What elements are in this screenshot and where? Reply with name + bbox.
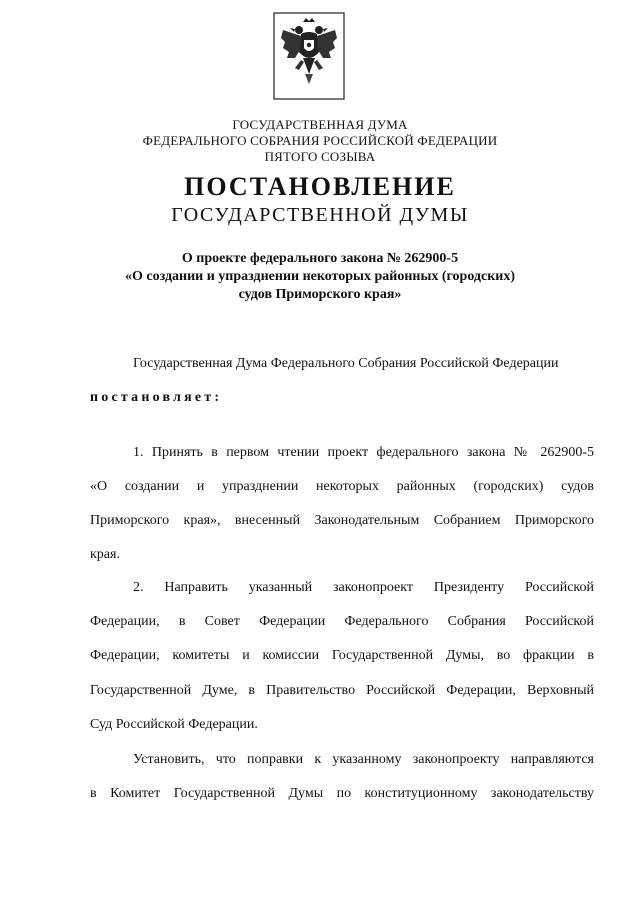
item1-line: Приморского края», внесенный Законодательным Собранием Приморского bbox=[90, 513, 594, 528]
document-type: ПОСТАНОВЛЕНИЕ bbox=[184, 172, 456, 201]
org-line-3: ПЯТОГО СОЗЫВА bbox=[264, 149, 376, 164]
subject-line-1: О проекте федерального закона № 262900-5 bbox=[181, 251, 459, 266]
item1-line: «О создании и упразднении некоторых районных (городских) судов bbox=[90, 479, 594, 494]
item2-line: Федерации, комитеты и комиссии Государственной Думы, во фракции в bbox=[90, 648, 594, 663]
subject-line-2: «О создании и упразднении некоторых районных (городских) bbox=[124, 269, 516, 284]
item2-line: Государственной Думе, в Правительство Российской Федерации, Верховный bbox=[90, 683, 594, 698]
item3-line: Установить, что поправки к указанному законопроекту направляются bbox=[133, 752, 594, 767]
item1-line: 1. Принять в первом чтении проект федерального закона № 262900-5 bbox=[133, 445, 594, 460]
item2-line: 2. Направить указанный законопроект Президенту Российской bbox=[133, 580, 594, 595]
intro-text: Государственная Дума Федерального Собрания Российской Федерации bbox=[133, 356, 559, 371]
item2-line: Федерации, в Совет Федерации Федерального Собрания Российской bbox=[90, 614, 594, 629]
item2-line: Суд Российской Федерации. bbox=[90, 717, 258, 732]
org-line-2: ФЕДЕРАЛЬНОГО СОБРАНИЯ РОССИЙСКОЙ ФЕДЕРАЦИИ bbox=[142, 133, 498, 148]
coat-of-arms-icon bbox=[273, 12, 345, 100]
subject-line-3: судов Приморского края» bbox=[238, 287, 402, 302]
document-subtype: ГОСУДАРСТВЕННОЙ ДУМЫ bbox=[171, 204, 469, 226]
resolves-text: постановляет: bbox=[90, 390, 223, 405]
org-line-1: ГОСУДАРСТВЕННАЯ ДУМА bbox=[232, 117, 408, 132]
item3-line: в Комитет Государственной Думы по конституционному законодательству bbox=[90, 786, 594, 801]
item1-line: края. bbox=[90, 547, 120, 562]
